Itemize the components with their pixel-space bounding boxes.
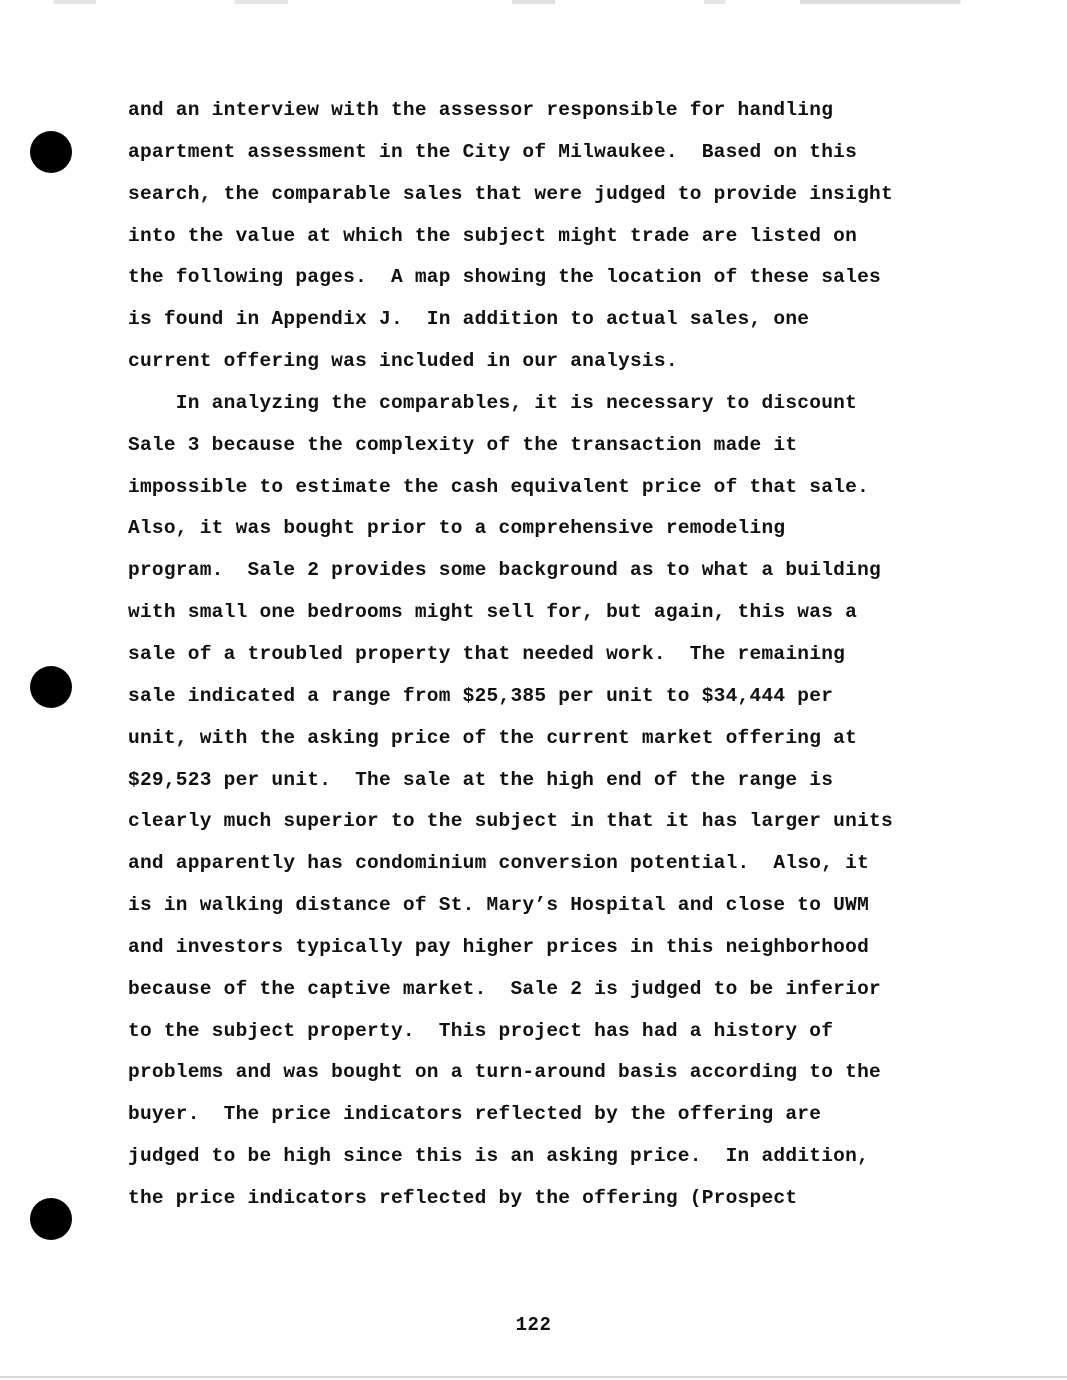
text-line: judged to be high since this is an asking price. In addition, xyxy=(128,1145,870,1168)
text-line: buyer. The price indicators reflected by the offering are xyxy=(128,1103,822,1126)
text-line: Also, it was bought prior to a comprehensive remodeling xyxy=(128,517,786,540)
text-line: is found in Appendix J. In addition to actual sales, one xyxy=(128,308,810,331)
page-number: 122 xyxy=(515,1314,552,1336)
text-line: program. Sale 2 provides some background as to what a building xyxy=(128,559,881,582)
text-line: apartment assessment in the City of Milwaukee. Based on this xyxy=(128,140,858,163)
text-line: problems and was bought on a turn-around basis according to the xyxy=(128,1061,881,1084)
text-line: with small one bedrooms might sell for, but again, this was a xyxy=(128,601,858,624)
text-line: and an interview with the assessor responsible for handling xyxy=(128,99,834,121)
text-line: is in walking distance of St. Mary’s Hospital and close to UWM xyxy=(128,894,870,917)
scan-edge-bottom xyxy=(0,1376,1067,1378)
text-line: current offering was included in our analysis. xyxy=(128,350,678,373)
text-line: the price indicators reflected by the offering (Prospect xyxy=(128,1186,798,1209)
text-line: to the subject property. This project has had a history of xyxy=(128,1019,834,1042)
text-line: because of the captive market. Sale 2 is judged to be inferior xyxy=(128,977,881,1000)
text-line: search, the comparable sales that were judged to provide insight xyxy=(128,182,893,205)
text-line: unit, with the asking price of the current market offering at xyxy=(128,726,858,749)
punch-hole-middle xyxy=(30,666,72,708)
text-line: sale of a troubled property that needed work. The remaining xyxy=(128,642,846,665)
text-line: the following pages. A map showing the location of these sales xyxy=(128,266,881,289)
text-line: sale indicated a range from $25,385 per unit to $34,444 per xyxy=(128,684,834,707)
punch-hole-top xyxy=(30,131,72,173)
text-line: Sale 3 because the complexity of the transaction made it xyxy=(128,433,798,456)
text-line: into the value at which the subject might trade are listed on xyxy=(128,224,858,247)
text-line: and investors typically pay higher prices in this neighborhood xyxy=(128,935,870,958)
text-line: clearly much superior to the subject in that it has larger units xyxy=(128,810,893,833)
text-line: and apparently has condominium conversion potential. Also, it xyxy=(128,852,870,875)
punch-hole-bottom xyxy=(30,1198,72,1240)
text-line: In analyzing the comparables, it is necessary to discount xyxy=(128,391,858,414)
text-line: $29,523 per unit. The sale at the high end of the range is xyxy=(128,768,834,791)
scan-edge-top xyxy=(0,0,1067,4)
body-text xyxy=(128,90,958,1220)
text-line: impossible to estimate the cash equivalent price of that sale. xyxy=(128,475,870,498)
